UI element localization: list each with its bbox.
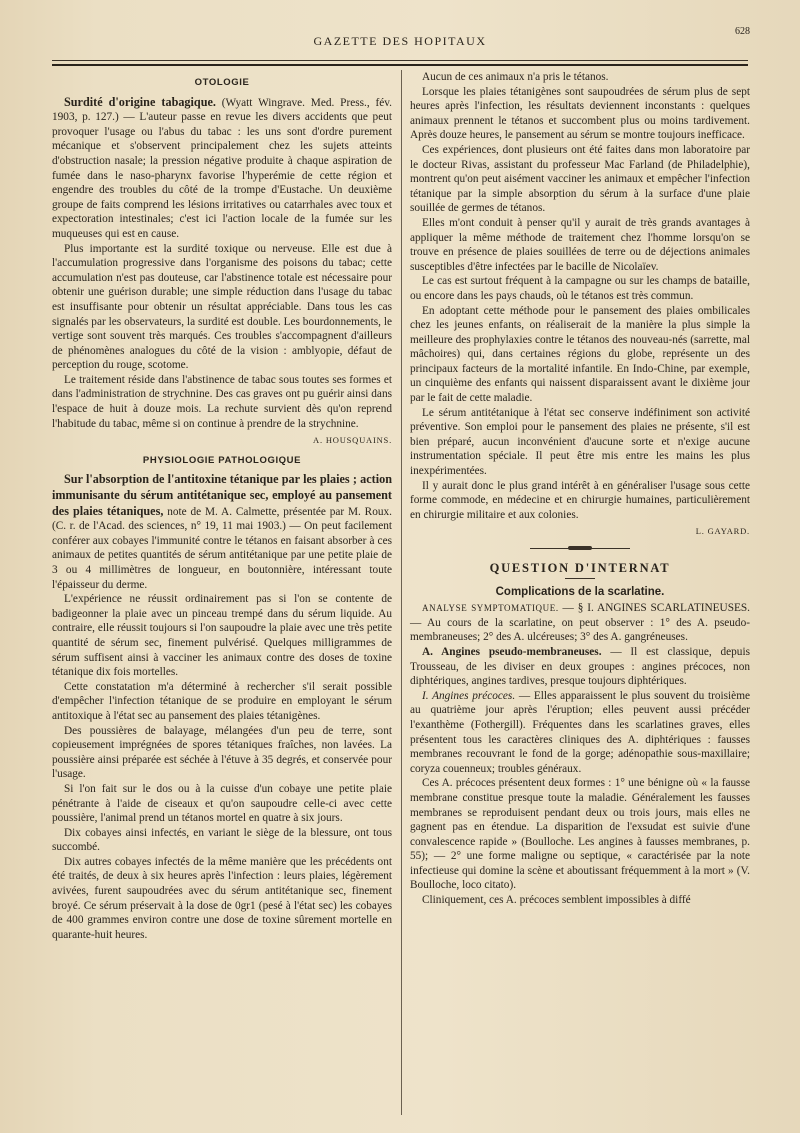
angines-precoces-label: I. Angines précoces. (422, 689, 516, 702)
article-paragraph: Ces expériences, dont plusieurs ont été faites dans mon laboratoire par le docteur Rivas, assistant du professeur Mac Farland (de Philadelphie), montrent qu'on peut aisément vacciner les animaux et empêcher l'infection tétanique par la simple absorption du sérum à la surface d'une plaie souillée de germes de tétanos. (410, 143, 750, 215)
column-separator (401, 70, 402, 1115)
author-signature: A. HOUSQUAINS. (313, 435, 392, 446)
article-paragraph: Surdité d'origine tabagique. (Wyatt Wingrave. Med. Press., fév. 1903, p. 127.) — L'auteur passe en revue les divers accidents que peut provoquer l'usage ou l'abus du tabac : les uns sont d'ordre purement mécanique et s'observent principalement chez les sujets atteints d'obstruction nasale; la pression négative produite à chaque aspiration de fumée dans le naso-pharynx favorise l'hyperémie de cette région et engendre des troubles du côté de la trompe d'Eustache. Un deuxième groupe de faits comprend les lésions irritatives ou catarrhales avec toux et expectoration intestinales; c'est ici l'action locale de la fumée sur les muqueuses qui est en cause. (52, 94, 392, 240)
article-paragraph: Plus importante est la surdité toxique ou nerveuse. Elle est due à l'accumulation progressive dans l'organisme des poisons du tabac; cette accumulation n'est pas douteuse, car l'abstinence totale est nécessaire pour obtenir une guérison durable; une simple réduction dans l'usage du tabac est insuffisante pour obtenir un résultat appréciable. Dans tous les cas signalés par les observateurs, la surdité est double. Les bourdonnements, le vertige sont souvent très marqués. Ces troubles s'accompagnent d'ailleurs de phénomènes analogues du côté de la vision : amblyopie, défaut de perception du rouge, scotome. (52, 242, 392, 372)
section-heading-physiologie: PHYSIOLOGIE PATHOLOGIQUE (142, 454, 302, 466)
article-paragraph: Ces A. précoces présentent deux formes : 1° une bénigne où « la fausse membrane constitue presque toute la maladie. Généralement les fausses membranes se reproduisent pendant deux ou trois jours, mais elles ne gagnent pas en étendue. La disparition de l'exsudat est suivie d'une convalescence rapide » (Boulloche. Les angines à fausses membranes, p. 55); — 2° une forme maligne ou septique, « caractérisée par la note infectieuse qui domine la scène et aboutissant fréquemment à la mort » (V. Boulloche, loco citato). (410, 777, 750, 892)
article-paragraph: Le sérum antitétanique à l'état sec conserve indéfiniment son activité préventive. Son emploi pour le pansement des plaies ne présente, s'il est bien préparé, aucun inconvénient d'aucune sorte et n'exige aucune instrumentation spéciale. Il peut être mis entre les mains les plus inexpérimentées. (410, 406, 750, 478)
article-paragraph: Sur l'absorption de l'antitoxine tétanique par les plaies ; action immunisante du sérum antitétanique sec, employé au pansement des plaies tétaniques, note de M. A. Calmette, présentée par M. Roux. (C. r. de l'Acad. des sciences, n° 19, 11 mai 1903.) — On peut facilement conférer aux cobayes l'immunité contre le tétanos en faisant absorber à ces animaux de petites quantités de sérum antitétanique par une petite plaie de 3 ou 4 millimètres de longueur, en boutonnière, intéressant toute l'épaisseur du derme. (52, 472, 392, 591)
page-number: 628 (735, 26, 750, 37)
left-column (52, 70, 392, 942)
header-rule-top (52, 60, 748, 61)
article-paragraph: Dix cobayes ainsi infectés, en variant le siège de la blessure, ont tous succombé. (52, 826, 392, 854)
angines-label: A. Angines pseudo-membraneuses. (422, 645, 602, 658)
article-paragraph: Le cas est surtout fréquent à la campagne ou sur les champs de bataille, ou encore dans les pays chauds, où le tétanos est très commun. (410, 275, 750, 302)
masthead (50, 26, 750, 58)
article-paragraph: L'expérience ne réussit ordinairement pas si l'on se contente de badigeonner la plaie avec un pinceau trempé dans du sérum liquide. Au contraire, elle réussit toujours si l'on saupoudre la plaie avec une très petite quantité de sérum sec, finement pulvérisé. Quelques milligrammes de sérum suffisent ainsi à vacciner les animaux contre des doses de toxine tétanique dix fois mortelles. (52, 593, 392, 679)
section-heading-otologie: OTOLOGIE (194, 77, 250, 88)
article-paragraph: ANALYSE SYMPTOMATIQUE. — § I. ANGINES SCARLATINEUSES. — Au cours de la scarlatine, on peut observer : 1° des A. pseudo-membraneuses; 2° des A. ulcéreuses; 3° des A. gangréneuses. (410, 602, 750, 644)
question-subtitle: Complications de la scarlatine. (495, 585, 665, 598)
article-paragraph: Il y aurait donc le plus grand intérêt à en généraliser l'usage sous cette forme commode, en médecine et en chirurgie humaines, particulièrement en chirurgie militaire et aux colonies. (410, 479, 750, 521)
article-paragraph: Cliniquement, ces A. précoces semblent impossibles à diffé (422, 894, 691, 907)
journal-title: GAZETTE DES HOPITAUX (313, 34, 487, 48)
heading-rule (565, 578, 595, 579)
question-internat-heading: QUESTION D'INTERNAT (489, 561, 671, 575)
article-paragraph: I. Angines précoces. — Elles apparaissent le plus souvent du troisième au quatrième jour après l'éruption; elles peuvent aussi précéder l'exanthème (Fothergill). Fréquentes dans les scarlatines graves, elles présentent tous les caractères cliniques des A. diphtériques : fausses membranes recouvrant le fond de la gorge; adénopathie sous-maxillaire; coryza couenneux; troubles généraux. (410, 689, 750, 775)
article-title: Surdité d'origine tabagique. (64, 94, 216, 109)
analyse-label: ANALYSE SYMPTOMATIQUE. (422, 603, 559, 614)
article-paragraph: Dix autres cobayes infectés de la même manière que les précédents ont été traités, de deux à six heures après l'infection : leurs plaies, légèrement avivées, furent saupoudrées avec du sérum antitétanique sec, finement broyé. Ce sérum préservait à la dose de 0gr1 (pesé à l'état sec) les cobayes de 400 grammes environ contre une dose de toxine sûrement mortelle en quarante-huit heures. (52, 855, 392, 941)
article-paragraph: A. Angines pseudo-membraneuses. — Il est classique, depuis Trousseau, de les diviser en deux groupes : angines précoces, non diphtériques, angines tardives, presque toujours diphtériques. (410, 645, 750, 688)
article-title: Sur l'absorption de l'antitoxine tétanique par les plaies ; action immunisante du sérum antitétanique sec, employé au pansement des plaies tétaniques, (52, 472, 392, 518)
header-rule-bottom (52, 64, 748, 66)
article-paragraph: En adoptant cette méthode pour le pansement des plaies ombilicales chez les jeunes enfants, on réaliserait de la manière la plus simple la meilleure des prophylaxies contre le tétanos des nouveau-nés (sarrette, mal mâchoires) qui, dans certaines régions du globe, représente un des principaux facteurs de la mortalité infantile. En Indo-Chine, par exemple, un cinquième des enfants qui naissent disparaissent avant le dixième jour par le fait de cette maladie. (410, 304, 750, 405)
author-signature: L. GAYARD. (695, 526, 750, 537)
article-paragraph: Des poussières de balayage, mélangées d'un peu de terre, sont copieusement imprégnées de spores tétaniques fraîches, non lavées. La poussière ainsi préparée est séchée à l'étuve à 35 degrés, et conservée pour l'usage. (52, 724, 392, 781)
article-paragraph: Cette constatation m'a déterminé à rechercher s'il serait possible d'empêcher l'infection tétanique de se produire en employant le sérum antitoxique à l'état sec au pansement des plaies tétanigènes. (52, 680, 392, 722)
article-paragraph: Elles m'ont conduit à penser qu'il y aurait de très grands avantages à appliquer la même méthode de traitement chez l'homme lorsqu'on se trouve en présence de plaies souillées de terre ou de déjections animales susceptibles d'être infectées par le bacille de Nicolaïev. (410, 216, 750, 273)
article-paragraph: Aucun de ces animaux n'a pris le tétanos. (422, 71, 609, 83)
right-column (410, 70, 750, 908)
article-paragraph: Le traitement réside dans l'abstinence de tabac sous toutes ses formes et dans l'administration de strychnine. Des cas graves ont pu guérir ainsi dans l'espace de huit à douze mois. La rechute survient dès qu'on reprend l'habitude du tabac, même si on continue à prendre de la strychnine. (52, 373, 392, 430)
article-paragraph: Lorsque les plaies tétanigènes sont saupoudrées de sérum plus de sept heures après l'infection, les résultats deviennent inconstants : quelques animaux prennent le tétanos et succombent plus ou moins tardivement. Après douze heures, le pansement au sérum se montre toujours inefficace. (410, 85, 750, 142)
ornamental-divider (410, 545, 750, 553)
article-paragraph: Si l'on fait sur le dos ou à la cuisse d'un cobaye une petite plaie pénétrante à l'aide de ciseaux et qu'on saupoudre celle-ci avec cette poussière, l'animal prend un tétanos mortel en quatre à six jours. (52, 782, 392, 825)
